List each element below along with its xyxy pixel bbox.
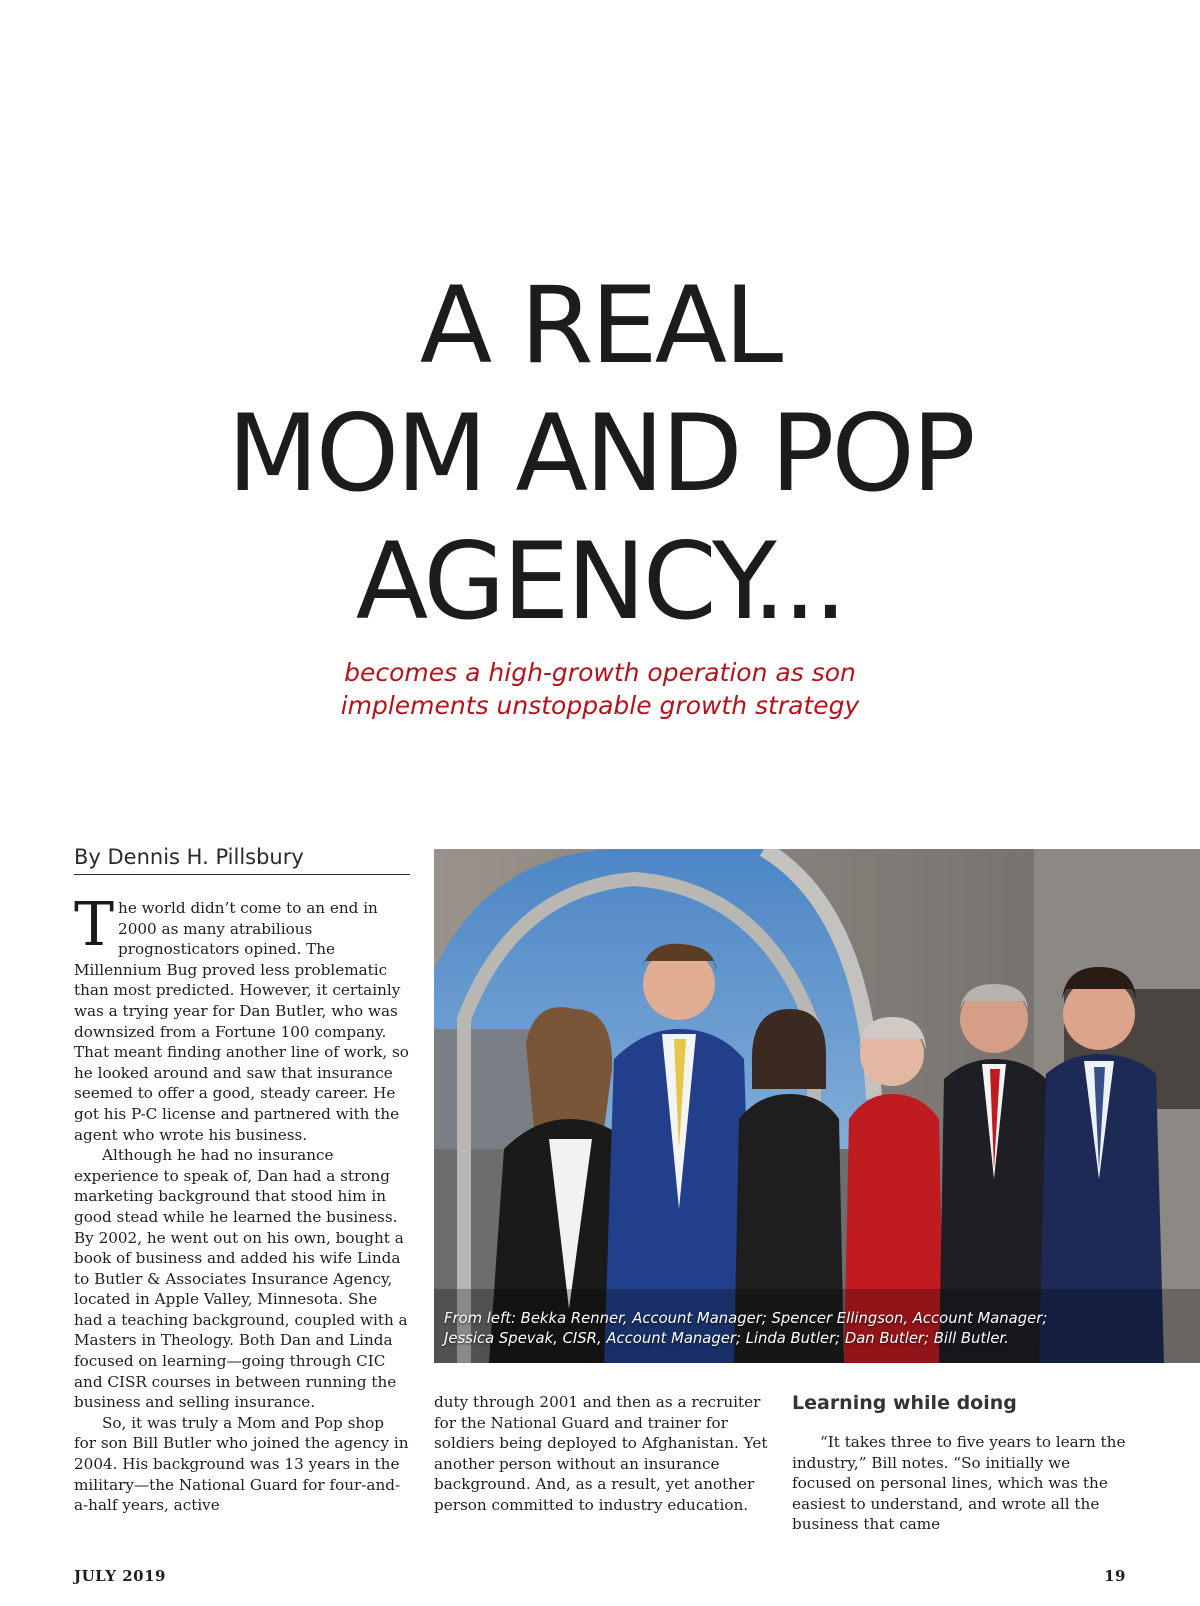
subheadline-line-2: implements unstoppable growth strategy (340, 691, 860, 720)
byline: By Dennis H. Pillsbury (74, 845, 410, 875)
team-photo (434, 849, 1200, 1363)
article-column-3 (792, 1392, 1128, 1535)
paragraph: he world didn’t come to an end in 2000 as many atrabilious prognosticators opined. The Millennium Bug proved less problematic than most predicted. However, it certainly was a trying year for Dan Butler, who was downsized from a Fortune 100 company. That meant finding another line of work, so he looked around and saw that insurance seemed to offer a good, steady career. He got his P-C license and partnered with the agent who wrote his business. (74, 899, 409, 1144)
issue-date: JULY 2019 (74, 1567, 166, 1585)
subheadline (0, 656, 1200, 722)
headline-line-3: AGENCY... (355, 520, 845, 643)
headline-line-2: MOM AND POP (227, 392, 973, 515)
drop-cap: T (74, 890, 115, 960)
headline-line-1: A REAL (419, 264, 781, 387)
paragraph: duty through 2001 and then as a recruiter for the National Guard and trainer for soldiers being deployed to Afghanistan. Yet another person without an insurance background. And, as a result, yet another person committed to industry education. (434, 1393, 768, 1514)
section-heading: Learning while doing (792, 1392, 1017, 1414)
paragraph: Although he had no insurance experience to speak of, Dan had a strong marketing background that stood him in good stead while he learned the business. By 2002, he went out on his own, bought a book of business and added his wife Linda to Butler & Associates Insurance Agency, located in Apple Valley, Minnesota. She had a teaching background, coupled with a Masters in Theology. Both Dan and Linda focused on learning—going through CIC and CISR courses in between running the business and selling insurance. (74, 1146, 408, 1412)
team-photo-illustration (434, 849, 1200, 1363)
article-column-2 (434, 1392, 769, 1516)
photo-caption-line-2: Jessica Spevak, CISR, Account Manager; Linda Butler; Dan Butler; Bill Butler. (444, 1330, 1009, 1347)
photo-caption (444, 1309, 1184, 1349)
paragraph: “It takes three to five years to learn the industry,” Bill notes. “So initially we focused on personal lines, which was the easiest to understand, and wrote all the business that came (792, 1433, 1126, 1534)
headline (0, 262, 1200, 646)
photo-caption-line-1: From left: Bekka Renner, Account Manager; Spencer Ellingson, Account Manager; (444, 1310, 1048, 1327)
page-number: 19 (1104, 1567, 1126, 1585)
paragraph: So, it was truly a Mom and Pop shop for son Bill Butler who joined the agency in 2004. His background was 13 years in the military—the National Guard for four-and-a-half years, active (74, 1413, 409, 1515)
subheadline-line-1: becomes a high-growth operation as son (344, 658, 856, 687)
article-column-1 (74, 890, 410, 1516)
